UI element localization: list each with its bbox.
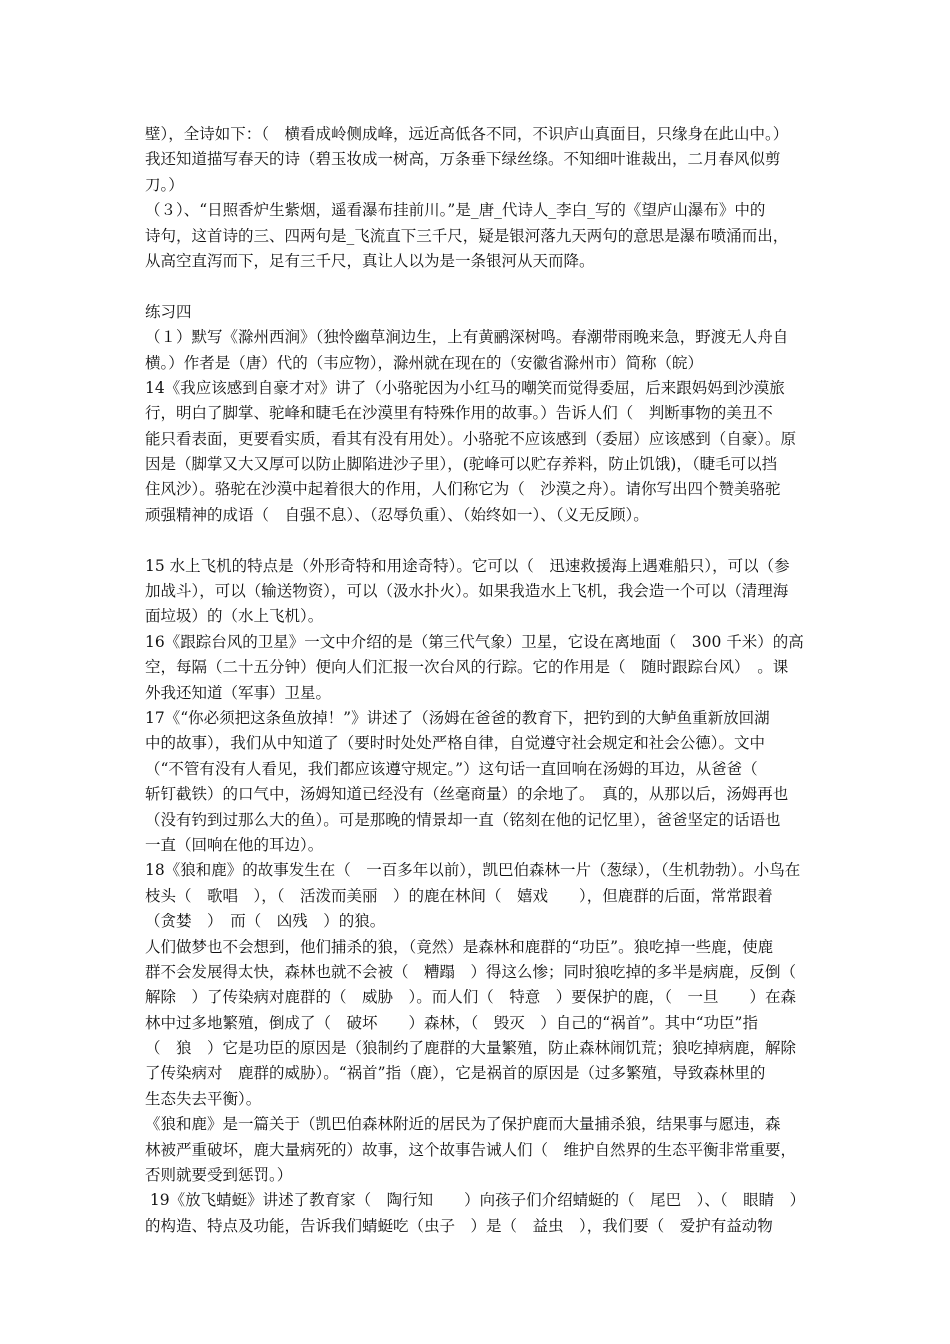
text-line: 否则就要受到惩罚。）: [145, 1166, 293, 1185]
text-line: 14《我应该感到自豪才对》讲了（小骆驼因为小红马的嘲笑而觉得委屈，后来跟妈妈到沙漠旅: [145, 378, 785, 397]
text-line: 从高空直泻而下，足有三千尺，真让人以为是一条银河从天而降。: [145, 251, 595, 270]
text-line: 一直（回响在他的耳边）。: [145, 835, 324, 854]
text-line: 16《跟踪台风的卫星》一文中介绍的是（第三代气象）卫星，它设在离地面（ 300 千米）的高: [145, 632, 804, 651]
text-line: 17《“你必须把这条鱼放掉！”》讲述了（汤姆在爸爸的教育下，把钓到的大鲈鱼重新放回湖: [145, 708, 770, 727]
text-line: 群不会发展得太快，森林也就不会被（ 糟蹋 ）得这么惨；同时狼吃掉的多半是病鹿，反倒（: [145, 962, 797, 981]
text-line: 林中过多地繁殖，倒成了（ 破坏 ）森林，（ 毁灭 ）自己的“祸首”。其中“功臣”指: [145, 1013, 758, 1032]
text-line: 解除 ）了传染病对鹿群的（ 威胁 ）。而人们（ 特意 ）要保护的鹿，（ 一旦 ）在森: [145, 988, 797, 1007]
text-line: 诗句，这首诗的三、四两句是_飞流直下三千尺，疑是银河落九天两句的意思是瀑布喷涌而出，: [145, 226, 789, 245]
text-line: （１）默写《滁州西涧》（独怜幽草涧边生，上有黄鹂深树鸣。春潮带雨晚来急，野渡无人舟自: [145, 328, 789, 347]
text-line: （３）、“日照香炉生紫烟，遥看瀑布挂前川。”是_唐_代诗人_李白_写的《望庐山瀑布》中的: [145, 201, 766, 220]
text-line: （贪婪 ） 而（ 凶残 ）的狼。: [145, 912, 386, 931]
text-line: 壁），全诗如下：（ 横看成岭侧成峰，远近高低各不同，不识庐山真面目，只缘身在此山中。）: [145, 125, 789, 143]
blank-line: [145, 528, 815, 553]
text-line: 15 水上飞机的特点是（外形奇特和用途奇特）。它可以（ 迅速救援海上遇难船只），可以（参: [145, 556, 790, 575]
text-line: （ 狼 ）它是功臣的原因是（狼制约了鹿群的大量繁殖，防止森林闹饥荒；狼吃掉病鹿，解除: [145, 1039, 797, 1058]
text-line: 中的故事），我们从中知道了（要时时处处严格自律，自觉遵守社会规定和社会公德）。文中: [145, 734, 766, 753]
text-line: 斩钉截铁）的口气中，汤姆知道已经没有（丝毫商量）的余地了。 真的，从那以后，汤姆再也: [145, 785, 789, 804]
text-line: 生态失去平衡）。: [145, 1089, 262, 1108]
text-line: 顽强精神的成语（ 自强不息）、（忍辱负重）、（始终如一）、（义无反顾）。: [145, 505, 649, 524]
text-line: 我还知道描写春天的诗（碧玉妆成一树高，万条垂下绿丝绦。不知细叶谁裁出，二月春风似剪: [145, 150, 781, 169]
text-line: 横。）作者是（唐）代的（韦应物），滁州就在现在的（安徽省滁州市）简称（皖）: [145, 353, 704, 372]
document-page: [145, 122, 815, 1239]
text-line: 能只看表面，更要看实质，看其有没有用处）。小骆驼不应该感到（委屈）应该感到（自豪）。原: [145, 429, 797, 448]
text-line: （“不管有没有人看见，我们都应该遵守规定。”）这句话一直回响在汤姆的耳边，从爸爸（: [145, 759, 758, 778]
text-line: 因是（脚掌又大又厚可以防止脚陷进沙子里），(驼峰可以贮存养料，防止饥饿)，（睫毛可以挡: [145, 455, 778, 474]
text-line: 了传染病对 鹿群的威胁）。“祸首”指（鹿），它是祸首的原因是（过多繁殖，导致森林里的: [145, 1064, 766, 1083]
text-line: 19《放飞蜻蜓》讲述了教育家（ 陶行知 ）向孩子们介绍蜻蜓的（ 尾巴 ）、（ 眼睛 ）: [145, 1191, 806, 1210]
blank-line: [145, 274, 815, 299]
text-line: （没有钓到过那么大的鱼）。可是那晚的情景却一直（铭刻在他的记忆里），爸爸坚定的话语也: [145, 810, 781, 829]
text-line: 人们做梦也不会想到，他们捕杀的狼，（竟然）是森林和鹿群的“功臣”。狼吃掉一些鹿，使鹿: [145, 937, 774, 956]
text-line: 行，明白了脚掌、驼峰和睫毛在沙漠里有特殊作用的故事。）告诉人们（ 判断事物的美丑不: [145, 404, 773, 423]
text-line: 《狼和鹿》是一篇关于（凯巴伯森林附近的居民为了保护鹿而大量捕杀狼，结果事与愿违，森: [145, 1115, 781, 1134]
text-line: 林被严重破坏，鹿大量病死的）故事，这个故事告诫人们（ 维护自然界的生态平衡非常重要，: [145, 1140, 797, 1159]
text-line: 枝头（ 歌唱 ），（ 活泼而美丽 ）的鹿在林间（ 嬉戏 ），但鹿群的后面，常常跟着: [145, 886, 773, 905]
section-heading: 练习四: [145, 302, 192, 321]
text-line: 加战斗），可以（输送物资），可以（汲水扑火）。如果我造水上飞机，我会造一个可以（清理海: [145, 582, 789, 601]
text-line: 18《狼和鹿》的故事发生在（ 一百多年以前），凯巴伯森林一片（葱绿），（生机勃勃）。小鸟在: [145, 861, 801, 880]
text-line: 面垃圾）的（水上飞机）。: [145, 607, 324, 626]
text-line: 的构造、特点及功能，告诉我们蜻蜓吃（虫子 ）是（ 益虫 ），我们要（ 爱护有益动物: [145, 1216, 773, 1235]
text-line: 刀。）: [145, 175, 184, 194]
text-line: 住风沙）。骆驼在沙漠中起着很大的作用，人们称它为（ 沙漠之舟）。请你写出四个赞美骆驼: [145, 480, 781, 499]
text-line: 外我还知道（军事）卫星。: [145, 683, 332, 702]
text-line: 空，每隔（二十五分钟）便向人们汇报一次台风的行踪。它的作用是（ 随时跟踪台风） 。课: [145, 658, 789, 677]
